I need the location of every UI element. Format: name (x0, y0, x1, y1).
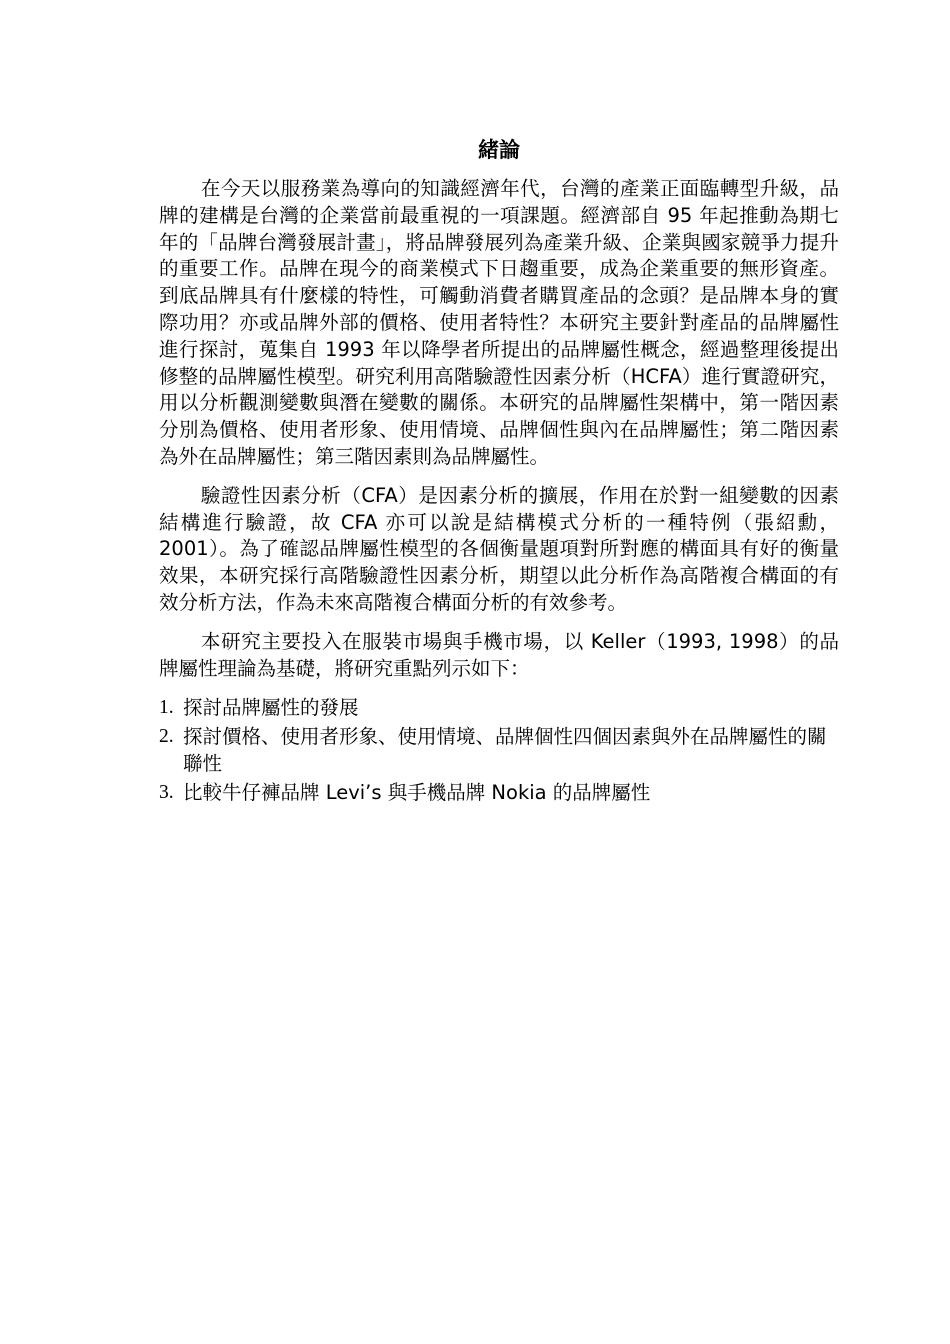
paragraph-research-focus: 本研究主要投入在服裝市場與手機市場，以 Keller（1993, 1998）的品牌屬性理論為基礎，將研究重點列示如下： (159, 629, 839, 680)
paragraph-introduction: 在今天以服務業為導向的知識經濟年代，台灣的產業正面臨轉型升級，品牌的建構是台灣的企業當前最重視的一項課題。經濟部自 95 年起推動為期七年的「品牌台灣發展計畫」，將品牌發展列為產業升級、企業與國家競爭力提升的重要工作。品牌在現今的商業模式下日趨重要，成為企業重要的無形資產。到底品牌具有什麼樣的特性，可觸動消費者購買產品的念頭？是品牌本身的實際功用？亦或品牌外部的價格、使用者特性？本研究主要針對產品的品牌屬性進行探討，蒐集自 1993 年以降學者所提出的品牌屬性概念，經過整理後提出修整的品牌屬性模型。研究利用高階驗證性因素分析（HCFA）進行實證研究，用以分析觀測變數與潛在變數的關係。本研究的品牌屬性架構中，第一階因素分別為價格、使用者形象、使用情境、品牌個性與內在品牌屬性；第二階因素為外在品牌屬性；第三階因素則為品牌屬性。 (159, 177, 839, 468)
list-item-number: 3. (159, 782, 174, 804)
list-item-number: 1. (159, 697, 174, 719)
research-focus-list (159, 694, 839, 806)
paragraph-cfa: 驗證性因素分析（CFA）是因素分析的擴展，作用在於對一組變數的因素結構進行驗證，故 CFA 亦可以說是結構模式分析的一種特例（張紹勳，2001）。為了確認品牌屬性模型的各個衡量題項對所對應的構面具有好的衡量效果，本研究採行高階驗證性因素分析，期望以此分析作為高階複合構面的有效分析方法，作為未來高階複合構面分析的有效參考。 (159, 483, 839, 614)
list-item-text: 探討品牌屬性的發展 (183, 696, 359, 720)
document-page (159, 132, 839, 808)
document-title: 緒論 (478, 138, 520, 162)
list-item-text: 探討價格、使用者形象、使用情境、品牌個性四個因素與外在品牌屬性的關聯性 (183, 725, 827, 776)
list-item-text: 比較牛仔褲品牌 Levi’s 與手機品牌 Nokia 的品牌屬性 (183, 781, 651, 805)
list-item (159, 779, 839, 806)
list-item (159, 694, 839, 721)
list-item-number: 2. (159, 726, 174, 748)
list-item (159, 723, 839, 777)
